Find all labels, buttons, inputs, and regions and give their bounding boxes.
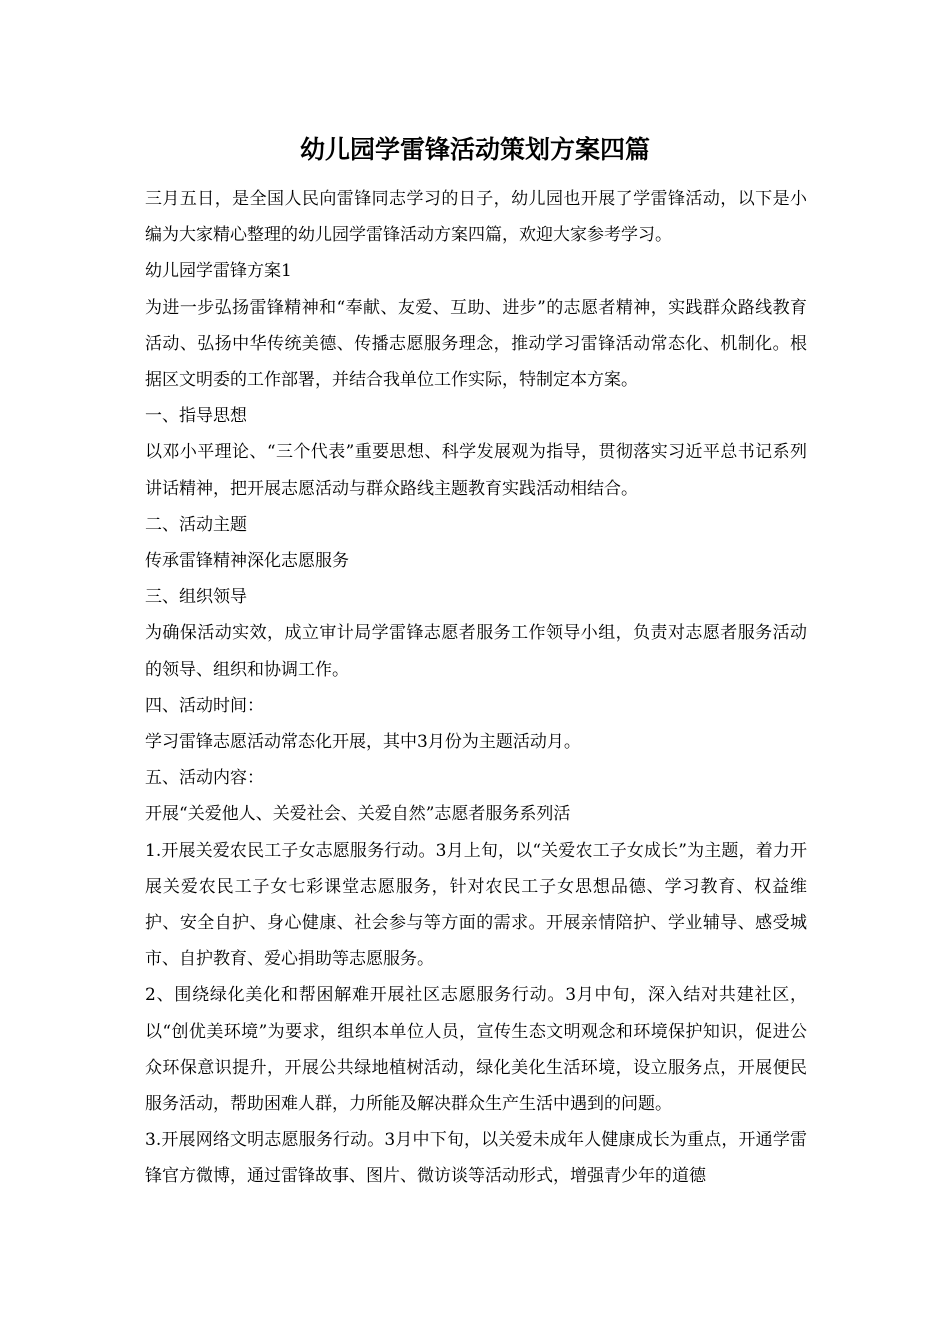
paragraph-item-2: 2、围绕绿化美化和帮困解难开展社区志愿服务行动。3月中旬，深入结对共建社区，以“创优美环境”为要求，组织本单位人员，宣传生态文明观念和环境保护知识，促进公众环保意识提升，开展公共绿地植树活动，绿化美化生活环境，设立服务点，开展便民服务活动，帮助困难人群，力所能及解决群众生产生活中遇到的问题。 <box>145 985 807 1115</box>
paragraph-intro: 三月五日，是全国人民向雷锋同志学习的日子，幼儿园也开展了学雷锋活动，以下是小编为大家精心整理的幼儿园学雷锋活动方案四篇，欢迎大家参考学习。 <box>145 189 807 246</box>
section-heading-theme: 二、活动主题 <box>145 514 247 535</box>
section-heading-guiding-ideology: 一、指导思想 <box>145 406 247 427</box>
paragraph-content-intro: 开展“关爱他人、关爱社会、关爱自然”志愿者服务系列活 <box>145 804 571 825</box>
section-heading-organization: 三、组织领导 <box>145 587 247 608</box>
section-heading-content: 五、活动内容： <box>145 768 264 789</box>
paragraph-guiding-ideology: 以邓小平理论、“三个代表”重要思想、科学发展观为指导，贯彻落实习近平总书记系列讲话精神，把开展志愿活动与群众路线主题教育实践活动相结合。 <box>145 442 807 499</box>
document-body <box>145 181 807 1195</box>
paragraph-item-1: 1.开展关爱农民工子女志愿服务行动。3月上旬，以“关爱农工子女成长”为主题，着力开展关爱农民工子女七彩课堂志愿服务，针对农民工子女思想品德、学习教育、权益维护、安全自护、身心健康、社会参与等方面的需求。开展亲情陪护、学业辅导、感受城市、自护教育、爱心捐助等志愿服务。 <box>145 840 807 970</box>
paragraph-time: 学习雷锋志愿活动常态化开展，其中3月份为主题活动月。 <box>145 732 581 753</box>
document-title: 幼儿园学雷锋活动策划方案四篇 <box>299 135 650 164</box>
section-heading-time: 四、活动时间： <box>145 695 264 716</box>
paragraph-item-3: 3.开展网络文明志愿服务行动。3月中下旬，以关爱未成年人健康成长为重点，开通学雷锋官方微博，通过雷锋故事、图片、微访谈等活动形式，增强青少年的道德 <box>145 1130 807 1187</box>
paragraph-organization: 为确保活动实效，成立审计局学雷锋志愿者服务工作领导小组，负责对志愿者服务活动的领导、组织和协调工作。 <box>145 623 807 680</box>
paragraph-theme: 传承雷锋精神深化志愿服务 <box>145 551 349 572</box>
section-heading-plan-1: 幼儿园学雷锋方案1 <box>145 261 292 282</box>
paragraph-purpose: 为进一步弘扬雷锋精神和“奉献、友爱、互助、进步”的志愿者精神，实践群众路线教育活动、弘扬中华传统美德、传播志愿服务理念，推动学习雷锋活动常态化、机制化。根据区文明委的工作部署，并结合我单位工作实际，特制定本方案。 <box>145 297 807 391</box>
